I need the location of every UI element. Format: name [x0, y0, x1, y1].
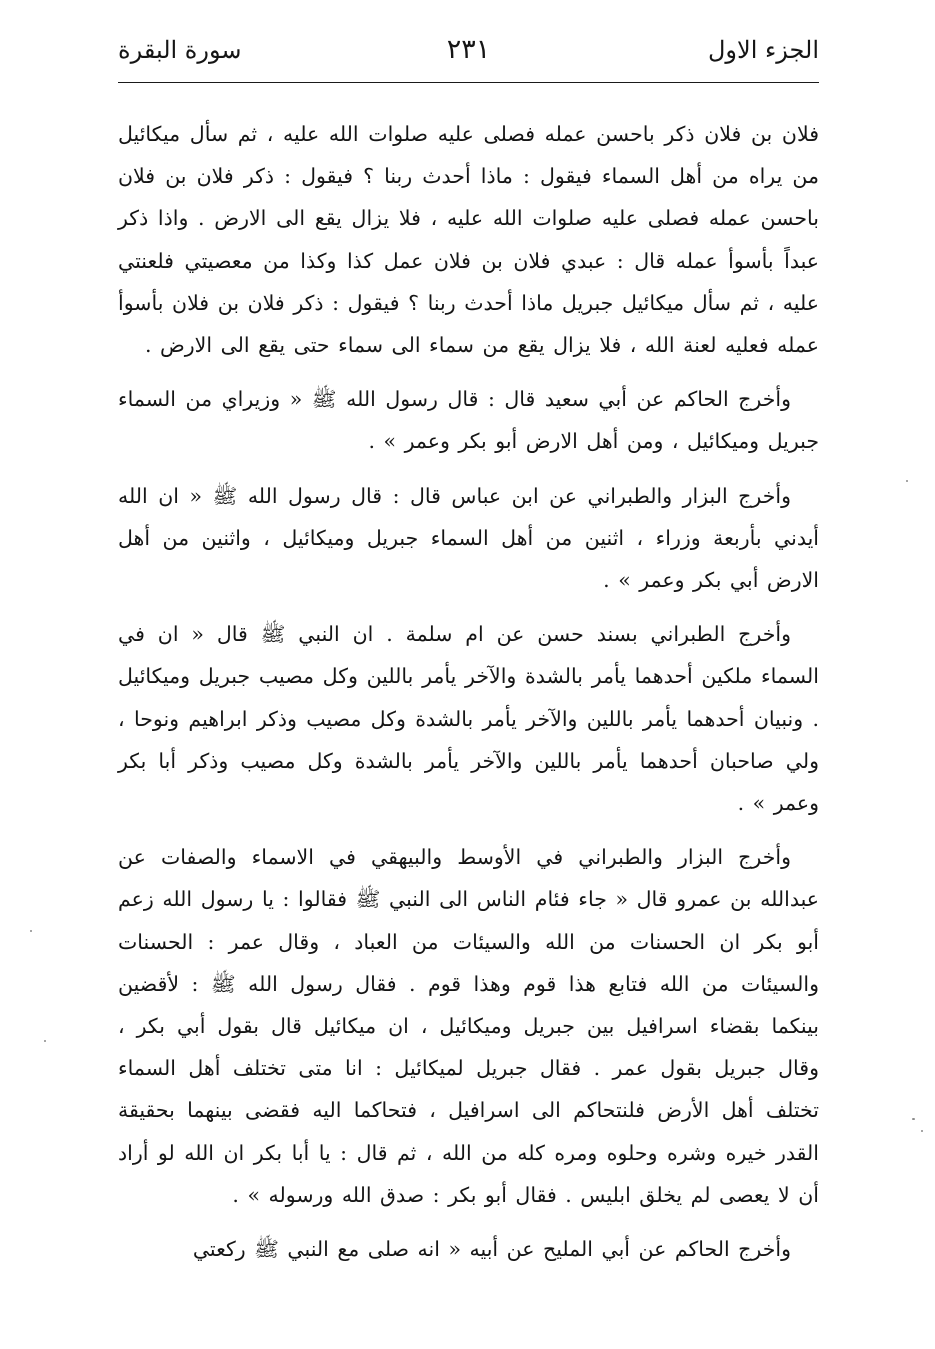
- scan-speck: [912, 1118, 915, 1120]
- paragraph: وأخرج الحاكم عن أبي المليح عن أبيه « انه صلى مع النبي ﷺ ركعتي: [192, 1237, 791, 1262]
- paragraph: وأخرج البزار والطبراني عن ابن عباس قال : قال رسول الله ﷺ « ان الله أيدني بأربعة وزراء ، اثنين من أهل السماء جبريل وميكائيل ، واثنين من أهل الارض أبي بكر وعمر » .: [118, 483, 819, 593]
- paragraph: فلان بن فلان ذكر باحسن عمله فصلى عليه صلوات الله عليه ، ثم سأل ميكائيل من يراه من أهل السماء فيقول : ماذا أحدث ربنا ؟ فيقول : ذكر فلان بن فلان باحسن عمله فصلى عليه صلوات الله عليه ، فلا يزال يقع الى الارض . واذا ذكر عبداً بأسوأ عمله قال : عبدي فلان بن فلان عمل كذا وكذا من معصيتي فلعنتي عليه ، ثم سأل ميكائيل جبريل ماذا أحدث ربنا ؟ فيقول : ذكر فلان بن فلان بأسوأ عمله فعليه لعنة الله ، فلا يزال يقع من سماء الى سماء حتى يقع الى الارض .: [118, 122, 819, 358]
- paragraph: وأخرج البزار والطبراني في الأوسط والبيهقي في الاسماء والصفات عن عبدالله بن عمرو قال « جاء فئام الناس الى النبي ﷺ فقالوا : يا رسول الله زعم أبو بكر ان الحسنات من الله والسيئات من العباد ، وقال عمر : الحسنات والسيئات من الله فتابع هذا قوم وهذا قوم . فقال رسول الله ﷺ : لأقضين بينكما بقضاء اسرافيل بين جبريل وميكائيل ، ان ميكائيل قال بقول أبي بكر ، وقال جبريل بقول عمر . فقال جبريل لميكائيل : انا متى تختلف أهل السماء تختلف أهل الأرض فلنتحاكم الى اسرافيل ، فتحاكما اليه فقضى بينهما بحقيقة القدر خيره وشره وحلوه ومره كله من الله ، ثم قال : يا أبا بكر ان الله لو أراد أن لا يعصى لم يخلق ابليس . فقال أبو بكر : صدق الله ورسوله » .: [118, 845, 819, 1207]
- scan-speck: [906, 480, 908, 482]
- scan-speck: [921, 1130, 923, 1132]
- scan-speck: [30, 930, 32, 932]
- running-header: [118, 30, 819, 80]
- volume-label: الجزء الاول: [707, 36, 819, 64]
- header-rule: [118, 82, 819, 83]
- surah-name: سورة البقرة: [118, 36, 242, 64]
- scan-speck: [44, 1040, 46, 1042]
- page-number: ٢٣١: [446, 34, 491, 65]
- paragraph: وأخرج الطبراني بسند حسن عن ام سلمة . ان النبي ﷺ قال « ان في السماء ملكين أحدهما يأمر بالشدة والآخر يأمر باللين وكل مصيب جبريل وميكائيل . ونبيان أحدهما يأمر باللين والآخر يأمر بالشدة وكل مصيب وذكر ابراهيم ونوحا ، ولي صاحبان أحدهما يأمر باللين والآخر يأمر بالشدة وكل مصيب وذكر أبا بكر وعمر » .: [118, 622, 819, 816]
- main-text: [118, 113, 819, 1282]
- paragraph: وأخرج الحاكم عن أبي سعيد قال : قال رسول الله ﷺ « وزيراي من السماء جبريل وميكائيل ، ومن أهل الارض أبو بكر وعمر » .: [118, 387, 819, 454]
